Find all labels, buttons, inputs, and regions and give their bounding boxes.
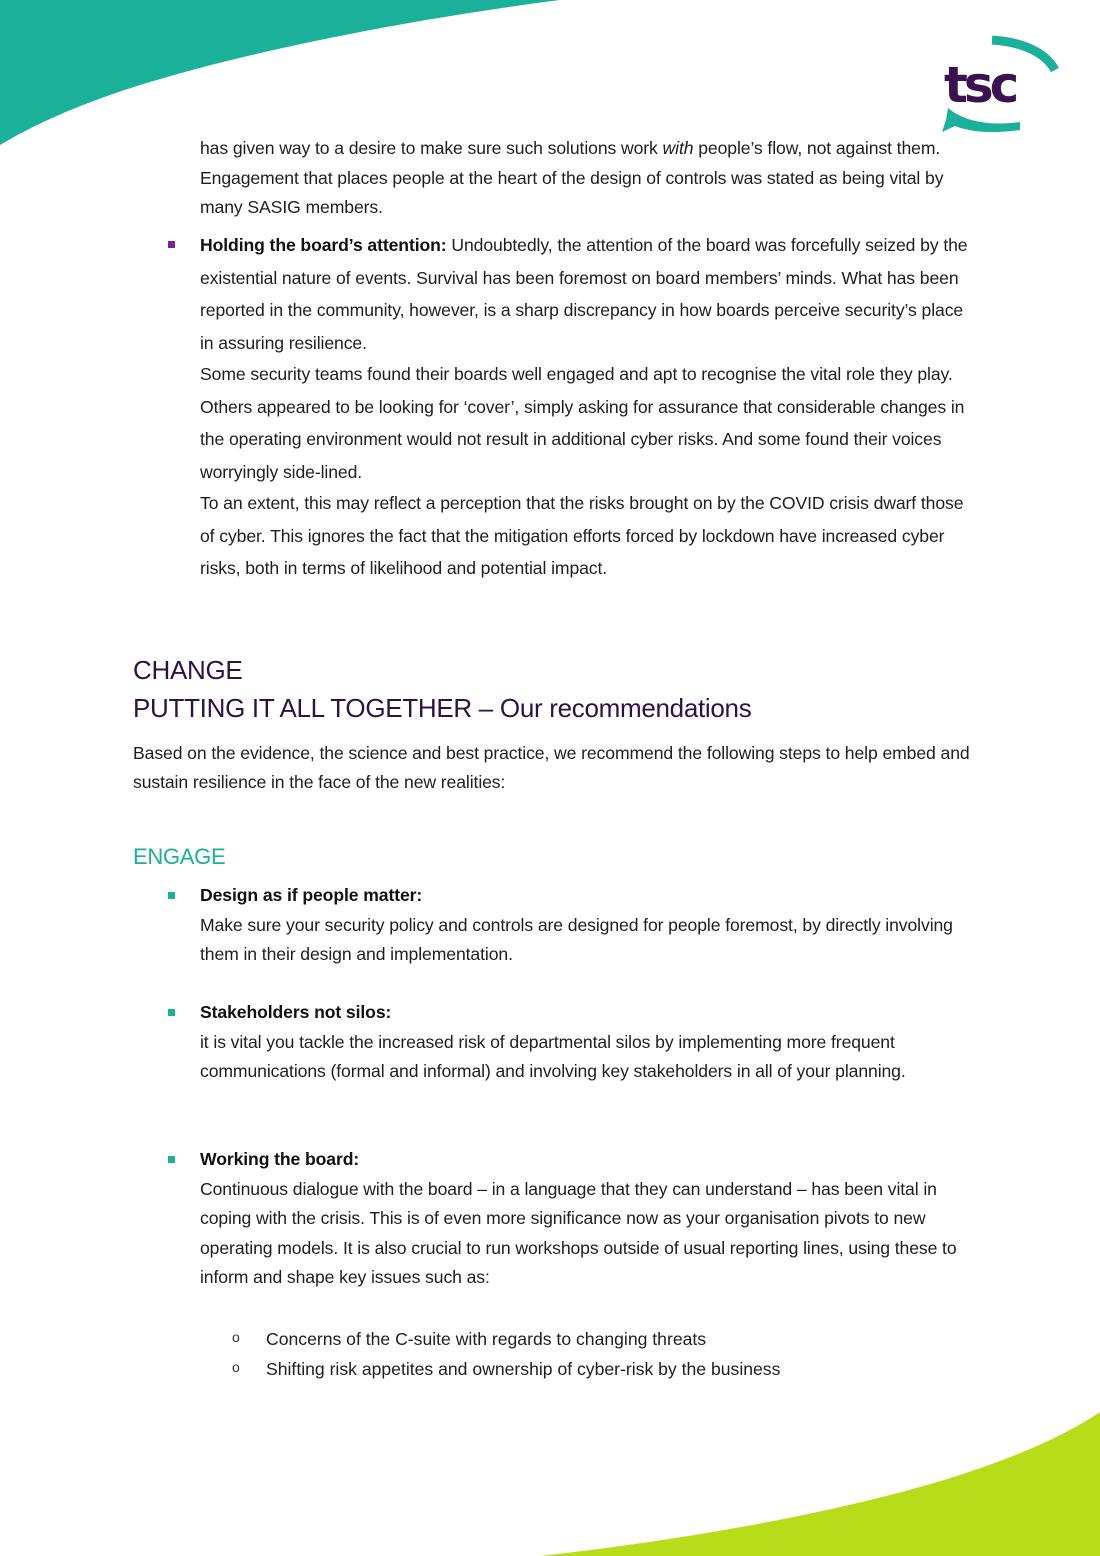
engage-item-design	[200, 881, 980, 970]
circle-bullet-icon: o	[232, 1359, 240, 1375]
continued-paragraph	[200, 134, 980, 223]
section-intro: Based on the evidence, the science and best practice, we recommend the following steps to help embed and sustain resilience in the face of the new realities:	[133, 743, 970, 792]
sub-list-item-text: Shifting risk appetites and ownership of cyber-risk by the business	[266, 1359, 781, 1379]
square-bullet-icon	[168, 1009, 175, 1016]
engage-item-body: it is vital you tackle the increased risk of departmental silos by implementing more frequent communications (formal and informal) and involving key stakeholders in all of your planning.	[200, 1031, 906, 1081]
teal-swoosh-shape	[0, 0, 560, 145]
section-title-recommendations: PUTTING IT ALL TOGETHER – Our recommendations	[133, 693, 752, 723]
engage-item-title: Working the board:	[200, 1149, 360, 1169]
board-attention-body: Undoubtedly, the attention of the board was forcefully seized by the existential nature of events. Survival has been foremost on board members’ minds. What has been reported in the community, however, is a sharp discrepancy in how boards perceive security’s place in assuring resilience.	[200, 235, 968, 353]
lime-swoosh-shape	[540, 1412, 1100, 1556]
engage-item-stakeholders	[200, 998, 980, 1087]
engage-item-body: Make sure your security policy and controls are designed for people foremost, by directly involving them in their design and implementation.	[200, 914, 953, 964]
board-attention-paragraph	[200, 229, 980, 359]
board-attention-paragraph-3: To an extent, this may reflect a perception that the risks brought on by the COVID crisis dwarf those of cyber. This ignores the fact that the mitigation efforts forced by lockdown have increased cyber risks, both in terms of likelihood and potential impact.	[200, 493, 964, 578]
square-bullet-icon	[168, 241, 175, 248]
engage-item-body: Continuous dialogue with the board – in a language that they can understand – has been vital in coping with the crisis. This is of even more significance now as your organisation pivots to new operating models. It is also crucial to run workshops outside of usual reporting lines, using these to inform and shape key issues such as:	[200, 1178, 957, 1287]
engage-item-title: Design as if people matter:	[200, 885, 423, 905]
circle-bullet-icon: o	[232, 1329, 240, 1345]
square-bullet-icon	[168, 892, 175, 899]
engage-heading: ENGAGE	[133, 844, 226, 869]
tsc-logo	[930, 30, 1065, 140]
board-attention-paragraph-2: Some security teams found their boards well engaged and apt to recognise the vital role they play. Others appeared to be looking for ‘cover’, simply asking for assurance that considerable changes in the operating environment would not result in additional cyber risks. And some found their voices worryingly side-lined.	[200, 364, 965, 482]
board-attention-heading: Holding the board’s attention:	[200, 235, 447, 255]
section-title-change: CHANGE	[133, 655, 243, 685]
continued-text-start: has given way to a desire to make sure such solutions work	[200, 138, 663, 158]
continued-text-end: people’s flow, not against them. Engagement that places people at the heart of the design of controls was stated as being vital by many SASIG members.	[200, 138, 944, 217]
engage-item-title: Stakeholders not silos:	[200, 1002, 392, 1022]
logo-text: tsc	[944, 56, 1016, 114]
engage-item-board	[200, 1145, 980, 1293]
sub-list-item-text: Concerns of the C-suite with regards to changing threats	[266, 1329, 707, 1349]
square-bullet-icon	[168, 1156, 175, 1163]
emphasis-with: with	[662, 138, 694, 158]
